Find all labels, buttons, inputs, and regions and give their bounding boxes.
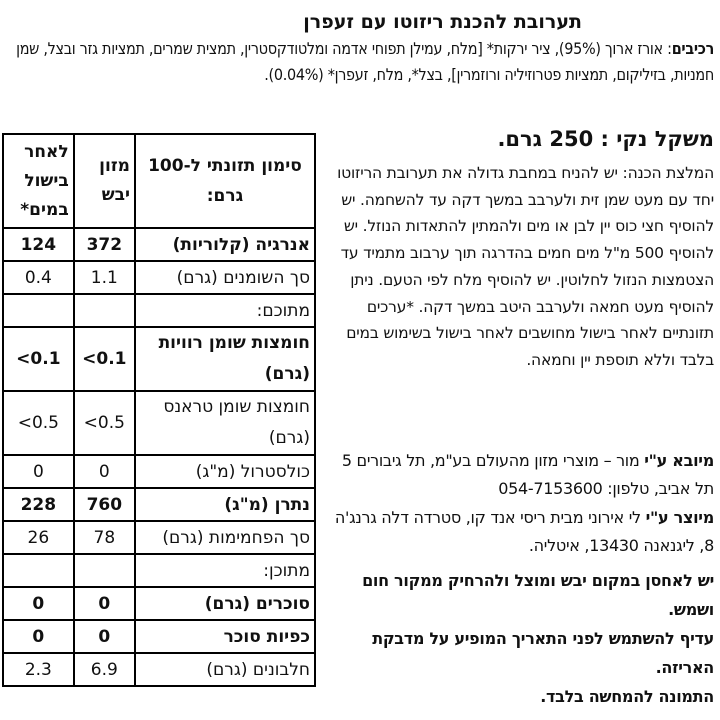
dry-value: 1.1 <box>74 261 135 294</box>
nutrient-name: מתוכם: <box>135 294 315 327</box>
cooked-value: 26 <box>3 521 74 554</box>
cooked-value: 0.5> <box>3 391 74 455</box>
cooked-value: 0 <box>3 587 74 620</box>
nutrient-name: סך הפחמימות (גרם) <box>135 521 315 554</box>
dry-value: 0.5> <box>74 391 135 455</box>
dry-value: 6.9 <box>74 653 135 686</box>
cooked-value: 2.3 <box>3 653 74 686</box>
table-row <box>3 228 315 261</box>
table-row <box>3 327 315 391</box>
producer-text: לי אירוני מבית ריסי אנד קו, סטרדה דלה גרנג'ה 8, ליגנאנה 13430, איטליה. <box>334 508 714 555</box>
nutrient-name: כולסטרול (מ"ג) <box>135 455 315 488</box>
header-dry: מזון יבש <box>74 134 135 228</box>
producer-label: מיוצר ע"י <box>645 508 714 527</box>
importer-info <box>324 447 714 503</box>
nutrient-name: אנרגיה (קלוריות) <box>135 228 315 261</box>
table-row <box>3 455 315 488</box>
preparation-instructions: המלצת הכנה: יש להניח במחבת גדולה את תערובת הריזוטו יחד עם מעט שמן זית ולערבב במשך דקה עד להשחמה. יש להוסיף חצי כוס יין לבן או מים ולהמתין להתאדות הנוזל. יש להוסיף 500 מ"ל מים חמים בהדרגה תוך ערבוב מתמיד עד הצטמצות הנזול לחלוטין. יש להוסיף מלח לפי הטעם. ניתן להוסיף מעט חמאה ולערבב היטב במשך דקה. *ערכים תזונתיים לאחר בישול מחושבים לאחר בישול בשימוש במים בלבד וללא תוספת יין וחמאה. <box>337 164 714 369</box>
table-row <box>3 620 315 653</box>
ingredients-list: : אורז ארוך (95%), ציר ירקות* [מלח, עמילן תפוחי אדמה ומלטודקסטרין, תמצית שמרים, תמציות גזר ובצל, שמן חמניות, בזיליקום, תמציות פטרוזיליה ורוזמרין], בצל*, מלח, זעפרן* (0.04%). <box>16 39 714 84</box>
dry-value: 760 <box>74 488 135 521</box>
net-weight: משקל נקי : 250 גרם. <box>497 127 714 151</box>
table-row <box>3 488 315 521</box>
dry-value: 0 <box>74 455 135 488</box>
nutrient-name: נתרן (מ"ג) <box>135 488 315 521</box>
cooked-value: 0 <box>3 455 74 488</box>
dry-value: 372 <box>74 228 135 261</box>
nutrient-name: חומצות שומן רוויות (גרם) <box>135 327 315 391</box>
nutrient-name: סך השומנים (גרם) <box>135 261 315 294</box>
table-row <box>3 554 315 587</box>
nutrient-name: חלבונים (גרם) <box>135 653 315 686</box>
cooked-value: 124 <box>3 228 74 261</box>
dry-value: 78 <box>74 521 135 554</box>
dry-value <box>74 294 135 327</box>
table-row <box>3 391 315 455</box>
table-row <box>3 261 315 294</box>
nutrient-name: כפיות סוכר <box>135 620 315 653</box>
nutrient-name: מתוכן: <box>135 554 315 587</box>
producer-info <box>324 504 714 560</box>
header-cooked: לאחר בישול במים* <box>3 134 74 228</box>
cooked-value <box>3 294 74 327</box>
nutrition-table <box>2 133 316 687</box>
cooked-value <box>3 554 74 587</box>
importer-label: מיובא ע"י <box>644 451 714 470</box>
dry-value <box>74 554 135 587</box>
dry-value: 0.1> <box>74 327 135 391</box>
dry-value: 0 <box>74 587 135 620</box>
cooked-value: 0.1> <box>3 327 74 391</box>
cooked-value: 0.4 <box>3 261 74 294</box>
ingredients-text <box>2 36 714 88</box>
storage-notes <box>324 566 714 711</box>
dry-value: 0 <box>74 620 135 653</box>
table-row <box>3 587 315 620</box>
cooked-value: 0 <box>3 620 74 653</box>
nutrient-name: חומצות שומן טראנס (גרם) <box>135 391 315 455</box>
storage-note: התמונה להמחשה בלבד. <box>540 687 714 706</box>
table-header-row <box>3 134 315 228</box>
storage-note: יש לאחסן במקום יבש ומוצל ולהרחיק ממקור חום ושמש. <box>362 571 714 619</box>
table-row <box>3 294 315 327</box>
cooked-value: 228 <box>3 488 74 521</box>
nutrient-name: סוכרים (גרם) <box>135 587 315 620</box>
importer-text: מור – מוצרי מזון מהעולם בע"מ, תל גיבורים 5 תל אביב, טלפון: 054-7153600 <box>341 451 714 498</box>
ingredients-label: רכיבים <box>671 39 714 58</box>
table-row <box>3 521 315 554</box>
header-nutrient: סימון תזונתי ל-100 גרם: <box>135 134 315 228</box>
product-title: תערובת להכנת ריזוטו עם זעפרן <box>303 11 582 33</box>
table-row <box>3 653 315 686</box>
storage-note: עדיף להשתמש לפני התאריך המופיע על מדבקת האריזה. <box>372 629 714 677</box>
